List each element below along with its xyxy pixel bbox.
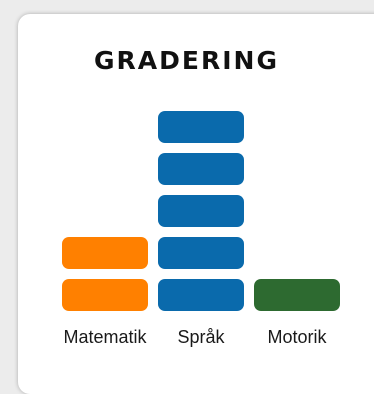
bar-block-matematik-1 [62,279,148,311]
category-label-motorik: Motorik [267,327,327,347]
bar-block-spr-k-1 [158,279,244,311]
bar-block-spr-k-4 [158,153,244,185]
bar-block-spr-k-5 [158,111,244,143]
chart-title: GRADERING [94,46,279,75]
bar-block-spr-k-3 [158,195,244,227]
bar-motorik [254,279,340,311]
category-label-matematik: Matematik [63,327,147,347]
bar-spr-k [158,111,244,311]
bar-block-spr-k-2 [158,237,244,269]
bar-matematik [62,237,148,311]
bar-block-motorik-1 [254,279,340,311]
category-label-spr-k: Språk [177,327,225,347]
bar-block-matematik-2 [62,237,148,269]
